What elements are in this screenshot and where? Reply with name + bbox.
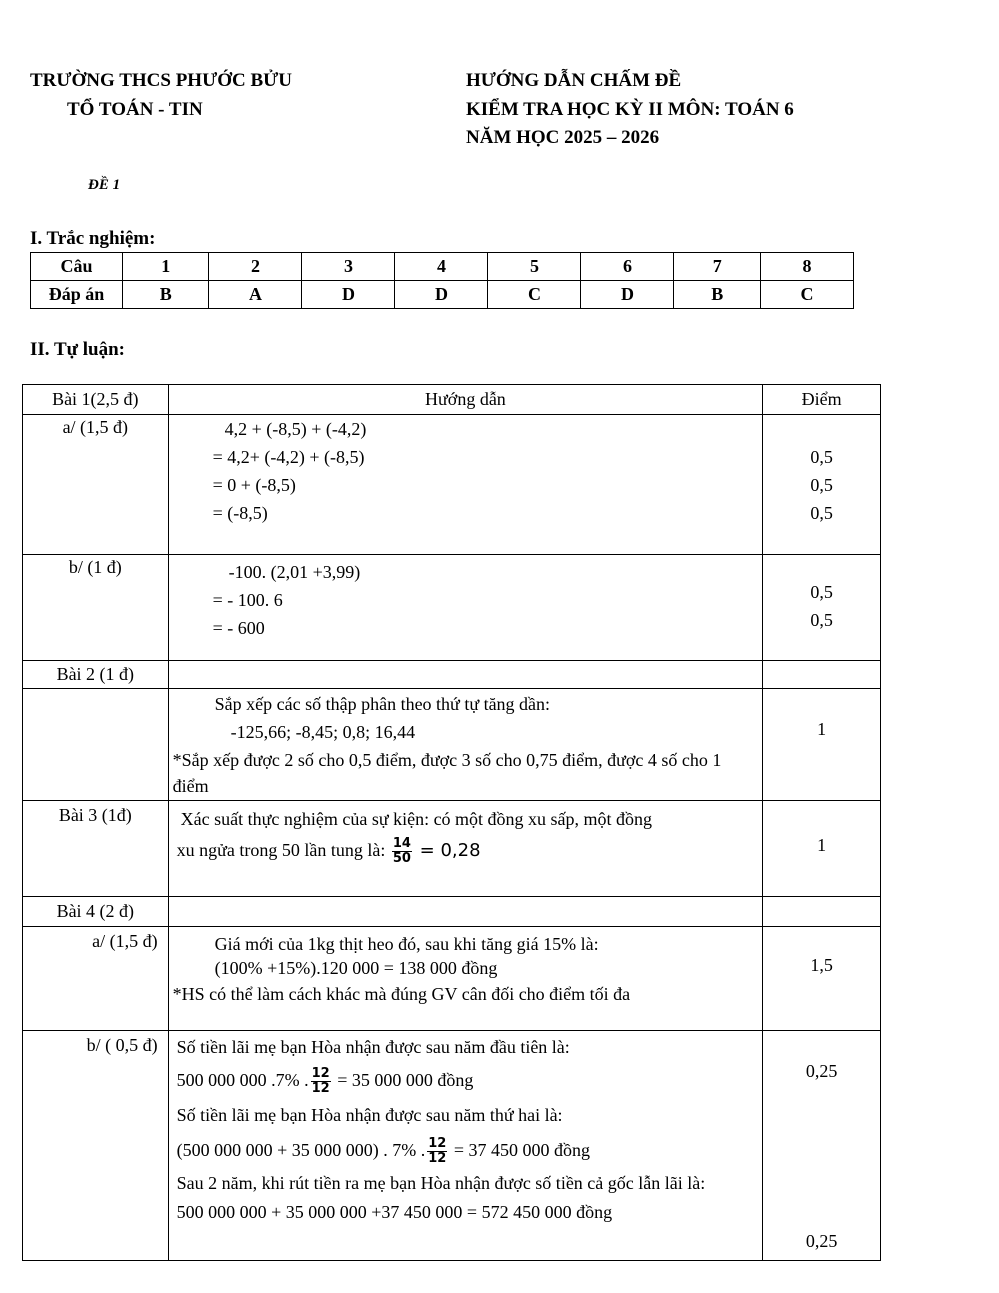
fraction-denominator: 12 <box>428 1151 447 1167</box>
solution-line: Số tiền lãi mẹ bạn Hòa nhận được sau năm đầu tiên là: <box>176 1037 570 1057</box>
solution-line: 500 000 000 + 35 000 000 +37 450 000 = 572 450 000 đồng <box>176 1202 613 1222</box>
empty-cell <box>168 897 763 927</box>
solution-line: (100% +15%).120 000 = 138 000 đồng <box>214 958 498 978</box>
question-number: 8 <box>760 253 853 281</box>
answer-key: D <box>395 281 488 309</box>
solution-text: = 37 450 000 đồng <box>449 1140 591 1160</box>
score-value: 0,25 <box>805 1231 838 1251</box>
guide-cell <box>168 801 763 897</box>
solution-line: Sau 2 năm, khi rút tiền ra mẹ bạn Hòa nhận được số tiền cả gốc lẫn lãi là: <box>176 1173 706 1193</box>
solution-line: = - 100. 6 <box>212 590 283 610</box>
grading-note: *Sắp xếp được 2 số cho 0,5 điểm, được 3 số cho 0,75 điểm, được 4 số cho 1 điểm <box>172 750 722 796</box>
mcq-question-row <box>31 253 854 281</box>
school-year: NĂM HỌC 2025 – 2026 <box>466 127 660 148</box>
item-label: Bài 3 (1đ) <box>23 801 169 897</box>
score-cell <box>763 555 881 661</box>
score-cell <box>763 415 881 555</box>
score-value: 1 <box>763 801 881 897</box>
score-value: 0,5 <box>810 610 833 630</box>
solution-line <box>177 1061 763 1099</box>
guide-cell <box>168 1031 763 1261</box>
score-value: 1,5 <box>763 927 881 1031</box>
rubric-row-1b <box>23 555 881 661</box>
answer-key: D <box>302 281 395 309</box>
question-number: 5 <box>488 253 581 281</box>
question-number: 3 <box>302 253 395 281</box>
question-number: 7 <box>674 253 760 281</box>
solution-line: Xác suất thực nghiệm của sự kiện: có một đồng xu sấp, một đồng <box>180 809 653 829</box>
solution-text: 500 000 000 .7% . <box>176 1070 309 1090</box>
question-number: 4 <box>395 253 488 281</box>
score-value: 0,5 <box>810 582 833 602</box>
col-header-score: Điểm <box>763 385 881 415</box>
mcq-answer-row <box>31 281 854 309</box>
solution-line: -125,66; -8,45; 0,8; 16,44 <box>230 722 416 742</box>
fraction <box>311 1067 331 1096</box>
solution-line: 4,2 + (-8,5) + (-4,2) <box>224 419 367 439</box>
exam-subject: KIỂM TRA HỌC KỲ II MÔN: TOÁN 6 <box>466 99 794 120</box>
item-label: Bài 4 (2 đ) <box>23 897 169 927</box>
score-value: 0,25 <box>805 1061 838 1081</box>
col-header-guide: Hướng dẫn <box>168 385 763 415</box>
empty-cell <box>763 661 881 689</box>
fraction-denominator: 12 <box>311 1081 330 1097</box>
solution-line: = - 600 <box>212 618 265 638</box>
answer-key: A <box>209 281 302 309</box>
solution-line: Sắp xếp các số thập phân theo thứ tự tăng dần: <box>214 694 551 714</box>
school-name: TRƯỜNG THCS PHƯỚC BỬU <box>30 70 292 91</box>
score-value: 0,5 <box>810 475 833 495</box>
grading-note: *HS có thể làm cách khác mà đúng GV cân đối cho điểm tối đa <box>172 984 631 1004</box>
question-number: 1 <box>123 253 209 281</box>
solution-line: = 4,2+ (-4,2) + (-8,5) <box>212 447 365 467</box>
empty-cell <box>763 897 881 927</box>
rubric-row-2-title <box>23 661 881 689</box>
section-heading-mcq: I. Trắc nghiệm: <box>30 228 156 249</box>
fraction-result: = 0,28 <box>413 840 481 861</box>
score-value: 0,5 <box>810 447 833 467</box>
empty-cell <box>23 689 169 801</box>
section-heading-essay: II. Tự luận: <box>30 339 126 360</box>
mcq-answer-table <box>30 252 854 309</box>
rubric-row-2 <box>23 689 881 801</box>
item-label: Bài 2 (1 đ) <box>23 661 169 689</box>
solution-text: (500 000 000 + 35 000 000) . 7% . <box>176 1140 426 1160</box>
row-label-question: Câu <box>31 253 123 281</box>
solution-line <box>177 1131 763 1169</box>
solution-line <box>177 833 763 868</box>
solution-line: = 0 + (-8,5) <box>212 475 296 495</box>
score-cell <box>763 1031 881 1261</box>
solution-text: = 35 000 000 đồng <box>332 1070 474 1090</box>
item-label: a/ (1,5 đ) <box>23 927 169 1031</box>
rubric-row-4b <box>23 1031 881 1261</box>
rubric-row-1a <box>23 415 881 555</box>
item-label: b/ (1 đ) <box>23 555 169 661</box>
answer-key: C <box>760 281 853 309</box>
fraction <box>392 837 412 866</box>
guide-cell <box>168 415 763 555</box>
fraction <box>427 1137 447 1166</box>
fraction-numerator: 12 <box>428 1136 447 1152</box>
solution-line: Giá mới của 1kg thịt heo đó, sau khi tăng giá 15% là: <box>214 934 599 954</box>
solution-line: Số tiền lãi mẹ bạn Hòa nhận được sau năm thứ hai là: <box>176 1105 563 1125</box>
col-header-bai: Bài 1(2,5 đ) <box>23 385 169 415</box>
fraction-numerator: 12 <box>311 1066 330 1082</box>
answer-key: D <box>581 281 674 309</box>
answer-key: B <box>123 281 209 309</box>
question-number: 6 <box>581 253 674 281</box>
rubric-row-4-title <box>23 897 881 927</box>
question-number: 2 <box>209 253 302 281</box>
fraction-denominator: 50 <box>392 851 411 867</box>
item-label: a/ (1,5 đ) <box>23 415 169 555</box>
answer-key: C <box>488 281 581 309</box>
solution-text: xu ngửa trong 50 lần tung là: <box>176 840 390 860</box>
doc-title: HƯỚNG DẪN CHẤM ĐỀ <box>466 70 682 91</box>
solution-line: = (-8,5) <box>212 503 268 523</box>
guide-cell <box>168 927 763 1031</box>
row-label-answer: Đáp án <box>31 281 123 309</box>
score-value: 1 <box>763 689 881 801</box>
empty-cell <box>168 661 763 689</box>
guide-cell <box>168 555 763 661</box>
essay-rubric-table <box>22 384 881 1261</box>
guide-cell <box>168 689 763 801</box>
exam-code: ĐỀ 1 <box>88 177 121 193</box>
fraction-numerator: 14 <box>392 836 411 852</box>
answer-key: B <box>674 281 760 309</box>
rubric-header-row <box>23 385 881 415</box>
score-value: 0,5 <box>810 503 833 523</box>
item-label: b/ ( 0,5 đ) <box>23 1031 169 1261</box>
rubric-row-4a <box>23 927 881 1031</box>
solution-line: -100. (2,01 +3,99) <box>228 562 361 582</box>
department-name: TỔ TOÁN - TIN <box>67 99 203 120</box>
rubric-row-3 <box>23 801 881 897</box>
